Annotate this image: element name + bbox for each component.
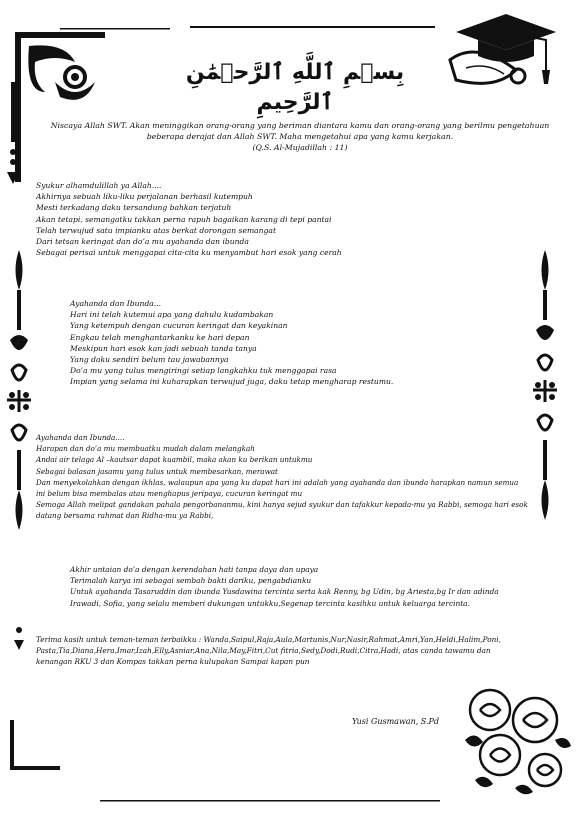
bismillah-calligraphy: بِسۡمِ ٱللَّهِ ٱلرَّحۡمَٰنِ ٱلرَّحِيمِ xyxy=(185,60,405,115)
text-line: Engkau telah menghantarkanku ke hari depan xyxy=(70,332,250,342)
text-line: Semoga Allah melipat gandakan pahala pengorbananmu, kini hanya sejud syukur dan tafakkur kepada-mu ya Rabbi, semoga hari esok xyxy=(36,500,528,510)
text-line: Irawadi, Sofia, yang selalu memberi dukungan untukku,Segenap tercinta kasihku untuk keluarga tercinta. xyxy=(70,598,470,608)
section-dedication xyxy=(70,564,499,609)
text-line: Ayahanda dan Ibunda... xyxy=(70,299,162,308)
section-parents xyxy=(70,298,393,388)
text-line: kenangan RKU 3 dan Kompas takkan perna kulupakan Sampai kapan pun xyxy=(36,657,310,667)
text-line: Harapan dan do’a mu membuatku mudah dalam melangkah xyxy=(36,444,255,454)
text-line: Syukur alhamdulillah ya Allah.... xyxy=(36,181,162,190)
text-line: Akhir untaian do’a dengan kerendahan hati tanpa daya dan upaya xyxy=(70,565,319,574)
text-line: datang bersama rahmat dan Ridha-mu ya Rabbi, xyxy=(36,511,214,521)
text-line: Terimalah karya ini sebagai sembah bakti dariku, pengabdianku xyxy=(70,576,312,586)
text-line: Dari tetsan keringat dan do’a mu ayahanda dan ibunda xyxy=(36,237,249,247)
text-line: Meskipun hari esok kan jadi sebuah tanda tanya xyxy=(70,343,257,353)
text-line: Telah terwujud satu impianku atas berkat dorongan semangat xyxy=(36,225,277,235)
text-line: Yang daku sendiri belum tau jawabannya xyxy=(70,355,229,365)
text-line: Pasta,Tia,Diana,Hera,Imar,Izah,Elly,Asniar,Ana,Nila,May,Fitri,Cut fitria,Sedy,Dodi,Rudi,Citra,Hadi, atas canda tawamu dan xyxy=(36,646,491,656)
text-line: Untuk ayahanda Tasaruddin dan ibunda Yusdawina tercinta serta kak Renny, bg Udin, bg Ariesta,bg Ir dan adinda xyxy=(70,587,499,597)
section-hopes xyxy=(36,432,528,522)
text-line: Akhirnya sebuah liku-liku perjalanan berhasil kutempuh xyxy=(36,192,253,202)
text-line: Andai air telaga Al –kautsar dapat kuambil, maka akan ku berikan untukmu xyxy=(36,455,313,465)
quote-reference: (Q.S. Al-Mujadillah : 11) xyxy=(252,143,348,152)
corner-ornament-top-left xyxy=(5,22,115,192)
text-line: Impian yang selama ini kuharapkan terwujud juga, daku tetap mengharap restumu. xyxy=(70,377,394,387)
text-line: Mesti terkadang daku tersandung bahkan terjatuh xyxy=(36,203,232,213)
corner-ornament-bottom-left xyxy=(4,720,64,780)
roses-bouquet-icon xyxy=(455,680,575,800)
quote-line: Niscaya Allah SWT. Akan meninggikan orang-orang yang beriman diantara kamu dan orang-orang yang berilmu pengetahuan xyxy=(50,121,550,130)
text-line: Terima kasih untuk teman-teman terbaikku : Wanda,Saipul,Raja,Aula,Martunis,Nur,Nasir,Rahmat,Amri,Yan,Heldi,Halim,Poni, xyxy=(36,635,501,644)
right-side-ornament xyxy=(530,250,560,530)
signature: Yusi Gusmawan, S.Pd xyxy=(352,717,440,726)
section-gratitude xyxy=(36,180,342,258)
text-line: Do’a mu yang tulus mengiringi setiap langkahku tuk menggapai rasa xyxy=(70,366,337,376)
section-friends xyxy=(36,634,501,668)
left-side-ornament xyxy=(4,250,34,670)
text-line: Sebagai perisai untuk menggapai cita-cita ku menyambut hari esok yang cerah xyxy=(36,248,342,258)
graduation-cap-icon xyxy=(446,10,566,90)
text-line: Sebagai balasan jasamu yang tulus untuk membesarkan, merawat xyxy=(36,466,278,476)
text-line: Akan tetapi, semangatku takkan perna rapuh bagaikan karang di tepi pantai xyxy=(36,214,332,224)
text-line: Dan menyekolahkan dengan ikhlas, walaupun apa yang ku dapat hari ini adalah yang ayahanda dan ibunda harapkan namun semua xyxy=(36,477,519,487)
text-line: ini belum bisa membalas atau menghapus jeripaya, cucuran keringat mu xyxy=(36,489,303,499)
text-line: Hari ini telah kutemui apa yang dahulu kudambakan xyxy=(70,310,274,320)
quote-line: beberapa derajat dan Allah SWT. Maha mengetahui apa yang kamu kerjakan. xyxy=(146,132,454,141)
quran-quote xyxy=(40,120,560,153)
text-line: Yang ketempuh dengan cucuran keringat dan keyakinan xyxy=(70,321,288,331)
text-line: Ayahanda dan Ibunda.... xyxy=(36,433,125,442)
